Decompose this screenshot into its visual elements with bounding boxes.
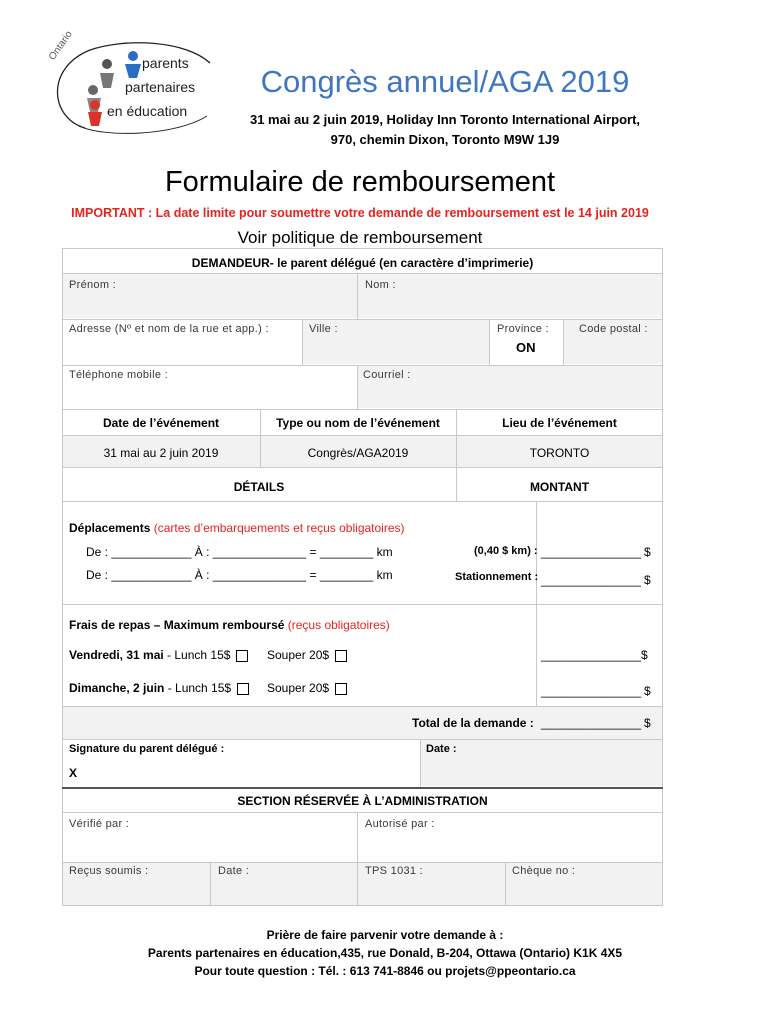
nom-label: Nom : — [365, 279, 396, 291]
meal1-amount-field[interactable]: _______________ — [541, 648, 642, 662]
cheque-label: Chèque no : — [512, 865, 576, 877]
policy-link[interactable]: Voir politique de remboursement — [237, 228, 483, 247]
recus-label: Reçus soumis : — [69, 865, 149, 877]
event-type-value: Congrès/AGA2019 — [307, 446, 409, 460]
meal1-dollar: $ — [641, 648, 648, 662]
event-title: Congrès annuel/AGA 2019 — [260, 64, 630, 99]
logo — [45, 29, 215, 138]
footer-line2: Parents partenaires en éducation,435, rue Donald, B-204, Ottawa (Ontario) K1K 4X5 — [147, 946, 623, 960]
km-dollar: $ — [644, 545, 651, 559]
meal2-souper: Souper 20$ — [267, 681, 330, 695]
stationnement-label: Stationnement : — [455, 571, 539, 583]
code-postal-label: Code postal : — [579, 323, 648, 335]
parking-amount-field[interactable]: _______________ — [541, 573, 642, 587]
repas-title-line — [69, 618, 390, 632]
prenom-label: Prénom : — [69, 279, 117, 291]
signature-x: X — [69, 766, 78, 780]
admin-date-label: Date : — [218, 865, 250, 877]
admin-section-title: SECTION RÉSERVÉE À L’ADMINISTRATION — [237, 794, 488, 808]
autorise-label: Autorisé par : — [365, 818, 435, 830]
important-notice: IMPORTANT : La date limite pour soumettre votre demande de remboursement est le 14 juin 2019 — [71, 206, 649, 220]
meal1-souper-checkbox[interactable] — [335, 650, 347, 662]
event-date-value: 31 mai au 2 juin 2019 — [103, 446, 219, 460]
form-title: Formulaire de remboursement — [164, 166, 556, 198]
logo-line2: partenaires — [125, 79, 196, 95]
tps-label: TPS 1031 : — [365, 865, 424, 877]
parking-dollar: $ — [644, 573, 651, 587]
meal2-lunch-checkbox[interactable] — [237, 683, 249, 695]
meal1-lunch-checkbox[interactable] — [236, 650, 248, 662]
courriel-label: Courriel : — [363, 369, 411, 381]
event-subtitle-line1: 31 mai au 2 juin 2019, Holiday Inn Toronto International Airport, — [249, 112, 641, 127]
meal2-souper-row — [267, 681, 347, 695]
meal1-day: Vendredi, 31 mai — [69, 648, 164, 662]
meal2-souper-checkbox[interactable] — [335, 683, 347, 695]
rate-label: (0,40 $ km) : — [474, 545, 538, 557]
deplacements-note: (cartes d’embarquements et reçus obligatoires) — [153, 521, 405, 535]
total-amount-field[interactable]: _______________ — [541, 716, 642, 730]
telephone-label: Téléphone mobile : — [69, 369, 168, 381]
montant-header: MONTANT — [529, 480, 590, 494]
nom-field[interactable] — [358, 274, 662, 318]
meal2-dollar: $ — [644, 684, 651, 698]
event-lieu-header: Lieu de l’événement — [502, 416, 617, 430]
verifie-label: Vérifié par : — [69, 818, 130, 830]
event-lieu-value: TORONTO — [529, 446, 590, 460]
meal2-row — [69, 681, 249, 695]
logo-line3: en éducation — [107, 103, 188, 119]
logo-arc-text: Ontario — [47, 29, 75, 63]
requester-section-title: DEMANDEUR- le parent délégué (en caractère d’imprimerie) — [191, 256, 534, 270]
meal2-lunch: - Lunch 15$ — [164, 681, 232, 695]
footer-line1: Prière de faire parvenir votre demande à : — [266, 928, 504, 942]
repas-note: (reçus obligatoires) — [287, 618, 390, 632]
signature-date-label: Date : — [426, 743, 457, 755]
province-label: Province : — [497, 323, 549, 335]
details-header: DÉTAILS — [233, 480, 285, 494]
repas-title: Frais de repas – Maximum remboursé — [69, 618, 285, 632]
meal1-souper-row — [267, 648, 347, 662]
meal1-row — [69, 648, 248, 662]
km-amount-field[interactable]: _______________ — [541, 545, 642, 559]
footer-line3: Pour toute question : Tél. : 613 741-8846 ou projets@ppeontario.ca — [194, 964, 576, 978]
ville-label: Ville : — [309, 323, 338, 335]
deplacements-title: Déplacements — [69, 521, 151, 535]
province-value: ON — [516, 340, 536, 355]
trip2-line[interactable]: De : ____________ À : ______________ = ________ km — [86, 568, 393, 582]
meal2-amount-field[interactable]: _______________ — [541, 684, 642, 698]
adresse-label: Adresse (Nº et nom de la rue et app.) : — [69, 323, 269, 335]
deplacements-title-line — [69, 521, 405, 535]
event-subtitle-line2: 970, chemin Dixon, Toronto M9W 1J9 — [330, 132, 560, 147]
meal1-lunch: - Lunch 15$ — [163, 648, 231, 662]
event-date-header: Date de l’événement — [102, 416, 220, 430]
total-label: Total de la demande : — [412, 716, 534, 730]
meal2-day: Dimanche, 2 juin — [69, 681, 165, 695]
signature-label: Signature du parent délégué : — [69, 743, 225, 755]
logo-line1: parents — [142, 55, 189, 71]
signature-date-field[interactable] — [421, 740, 662, 786]
total-dollar: $ — [644, 716, 651, 730]
event-type-header: Type ou nom de l’événement — [276, 416, 440, 430]
meal1-souper: Souper 20$ — [267, 648, 330, 662]
trip1-line[interactable]: De : ____________ À : ______________ = ________ km — [86, 545, 393, 559]
